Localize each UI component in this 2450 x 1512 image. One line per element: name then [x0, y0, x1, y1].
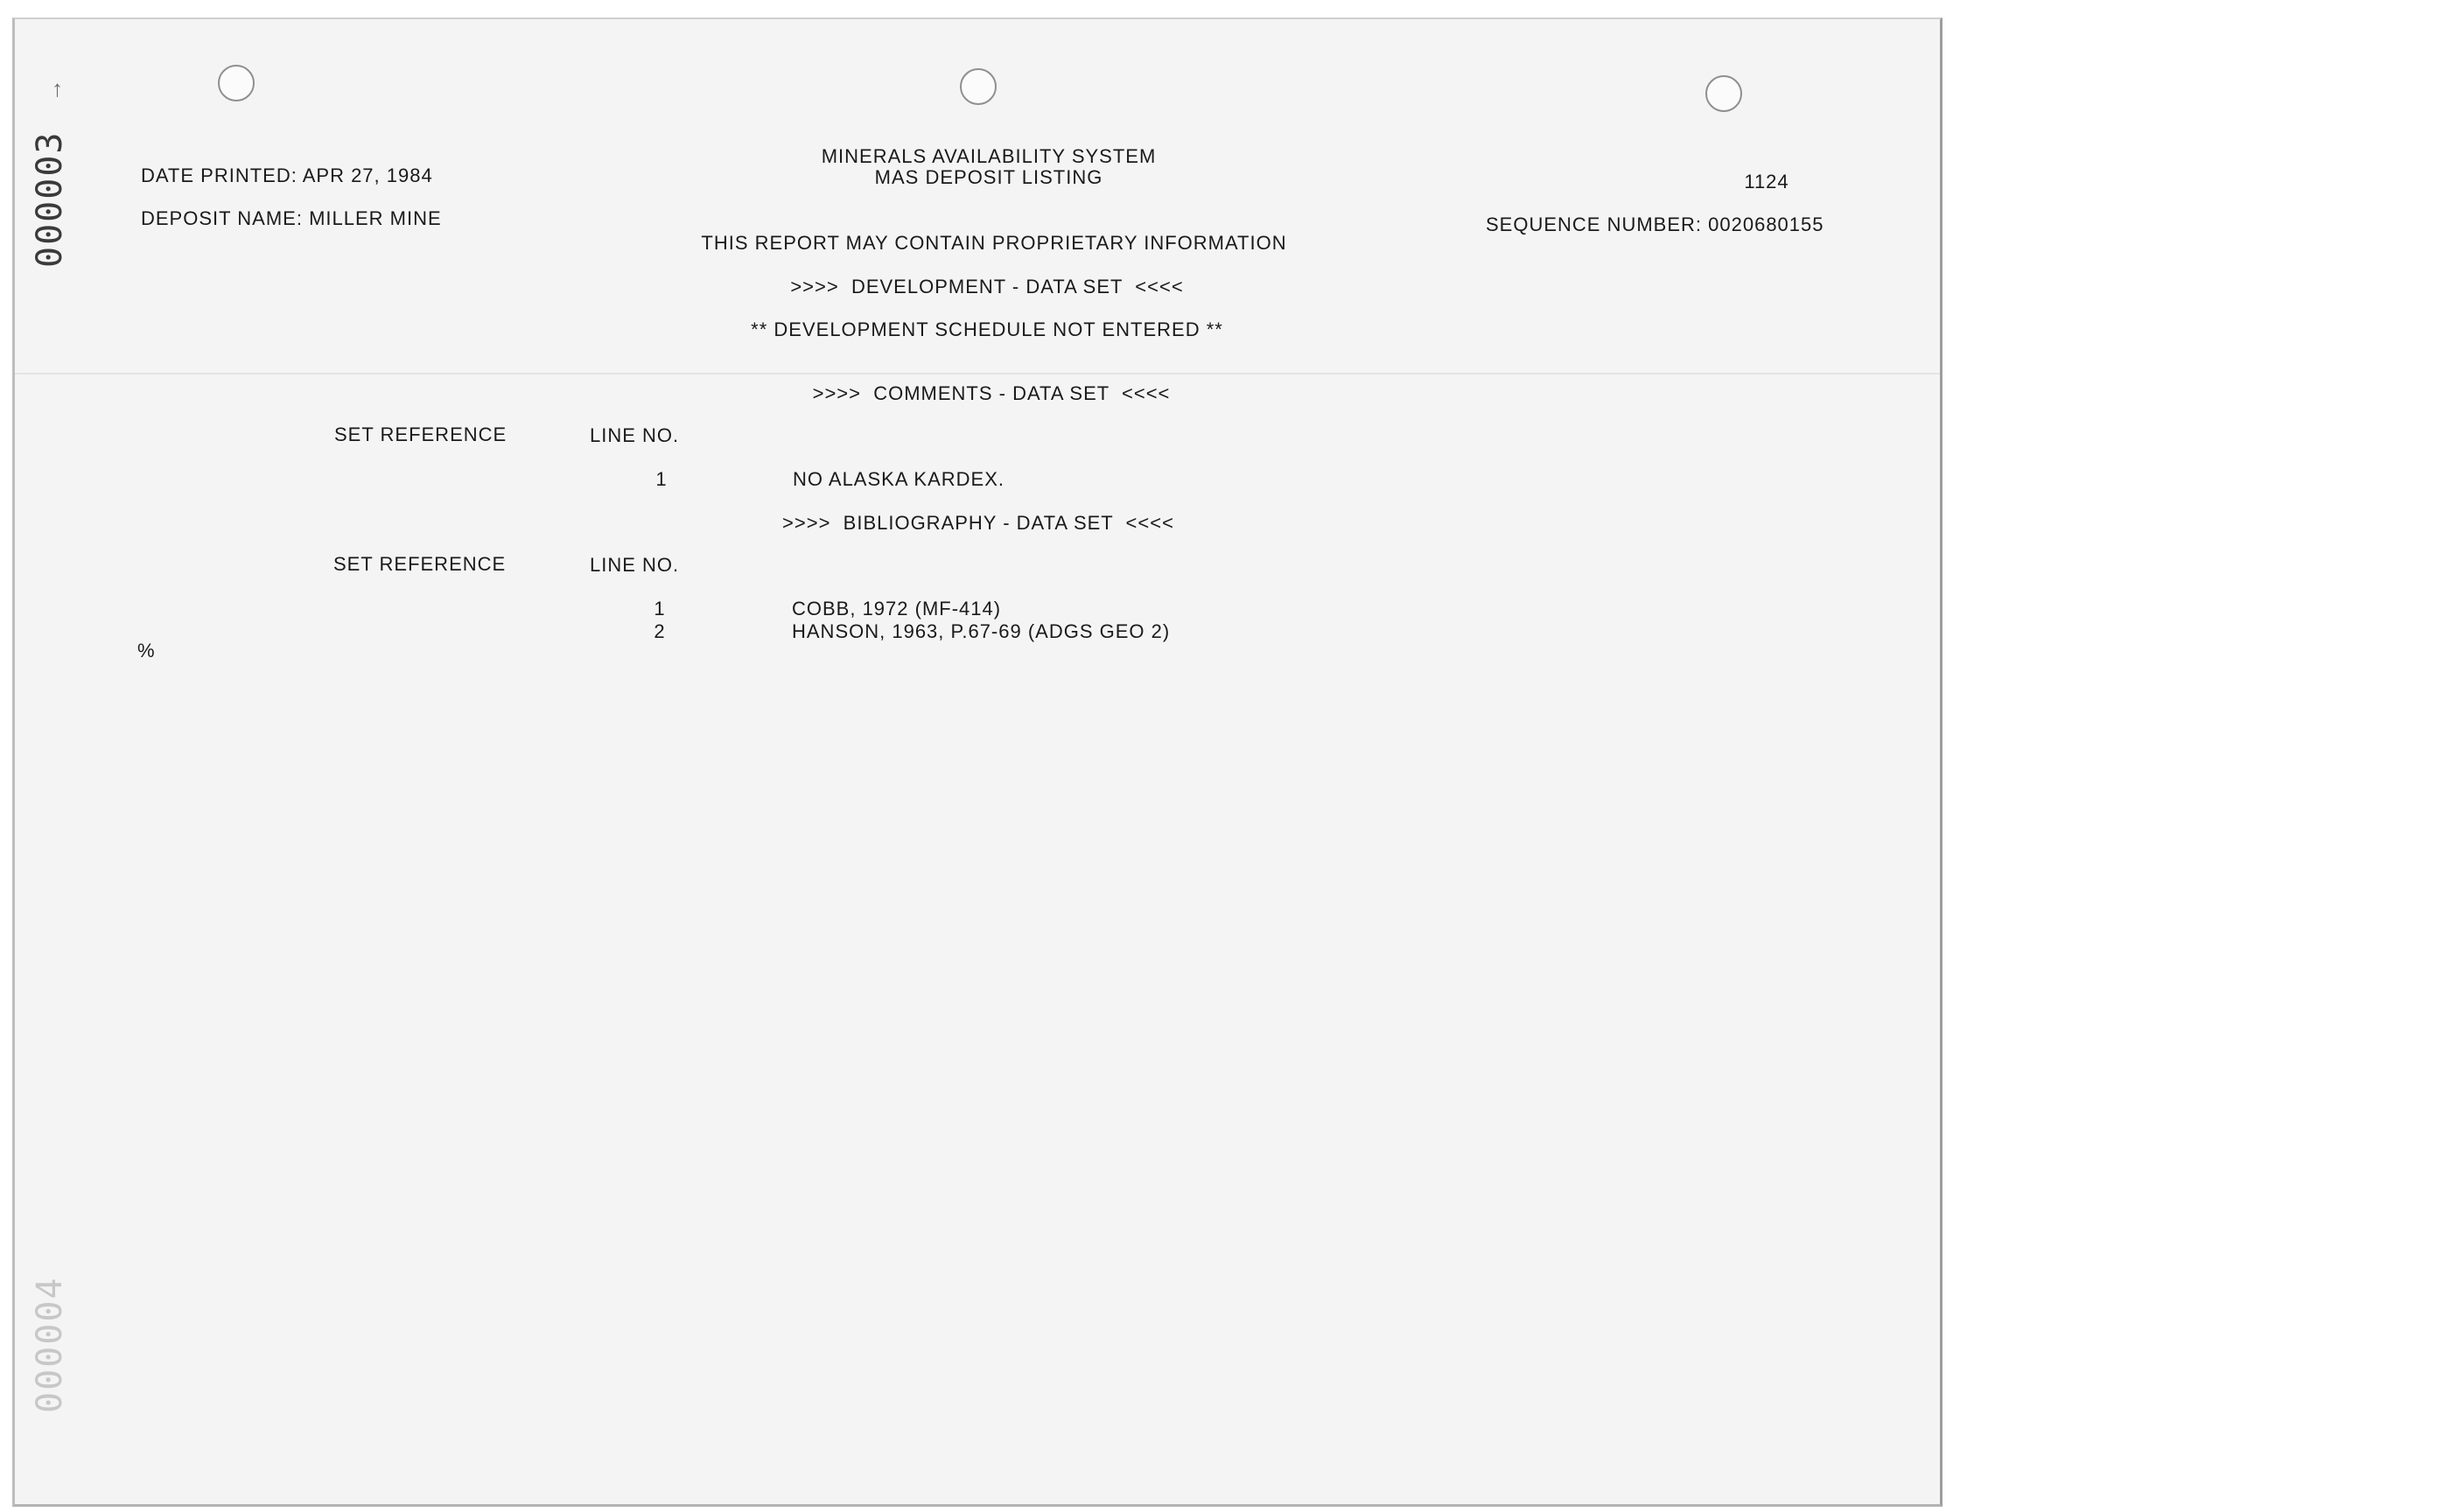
bibliography-col-set-reference: SET REFERENCE — [333, 553, 507, 575]
proprietary-notice: THIS REPORT MAY CONTAIN PROPRIETARY INFORMATION — [701, 232, 1287, 254]
comments-col-set-reference: SET REFERENCE — [334, 424, 508, 445]
comments-row-text: NO ALASKA KARDEX. — [793, 468, 1004, 490]
development-heading: >>>> DEVELOPMENT - DATA SET <<<< — [790, 276, 1184, 298]
deposit-name: DEPOSIT NAME: MILLER MINE — [141, 207, 442, 229]
bibliography-heading: >>>> BIBLIOGRAPHY - DATA SET <<<< — [782, 512, 1174, 534]
punch-hole-icon — [960, 68, 997, 105]
end-marker: % — [137, 640, 156, 662]
bibliography-row-line-no: 2 — [654, 620, 666, 642]
bibliography-col-line-no: LINE NO. — [590, 554, 680, 576]
comments-heading: >>>> COMMENTS - DATA SET <<<< — [812, 382, 1171, 404]
sequence-number: SEQUENCE NUMBER: 0020680155 — [1486, 214, 1824, 235]
comments-row-line-no: 1 — [655, 468, 668, 490]
side-stamp-top: 000003 — [30, 130, 70, 268]
punch-hole-icon — [1705, 75, 1742, 112]
bibliography-row-text: HANSON, 1963, P.67-69 (ADGS GEO 2) — [792, 620, 1171, 642]
fold-line — [15, 373, 1940, 374]
listing-title: MAS DEPOSIT LISTING — [874, 166, 1103, 188]
development-status: ** DEVELOPMENT SCHEDULE NOT ENTERED ** — [751, 318, 1223, 340]
date-printed: DATE PRINTED: APR 27, 1984 — [141, 164, 433, 186]
pencil-mark-icon: ↑ — [52, 75, 63, 102]
comments-col-line-no: LINE NO. — [590, 424, 680, 446]
bibliography-row-text: COBB, 1972 (MF-414) — [792, 598, 1002, 620]
page-number: 1124 — [1744, 171, 1789, 192]
side-stamp-bottom: 000004 — [30, 1276, 70, 1413]
punch-hole-icon — [218, 65, 255, 102]
system-title: MINERALS AVAILABILITY SYSTEM — [821, 145, 1157, 167]
bibliography-row-line-no: 1 — [654, 598, 666, 620]
